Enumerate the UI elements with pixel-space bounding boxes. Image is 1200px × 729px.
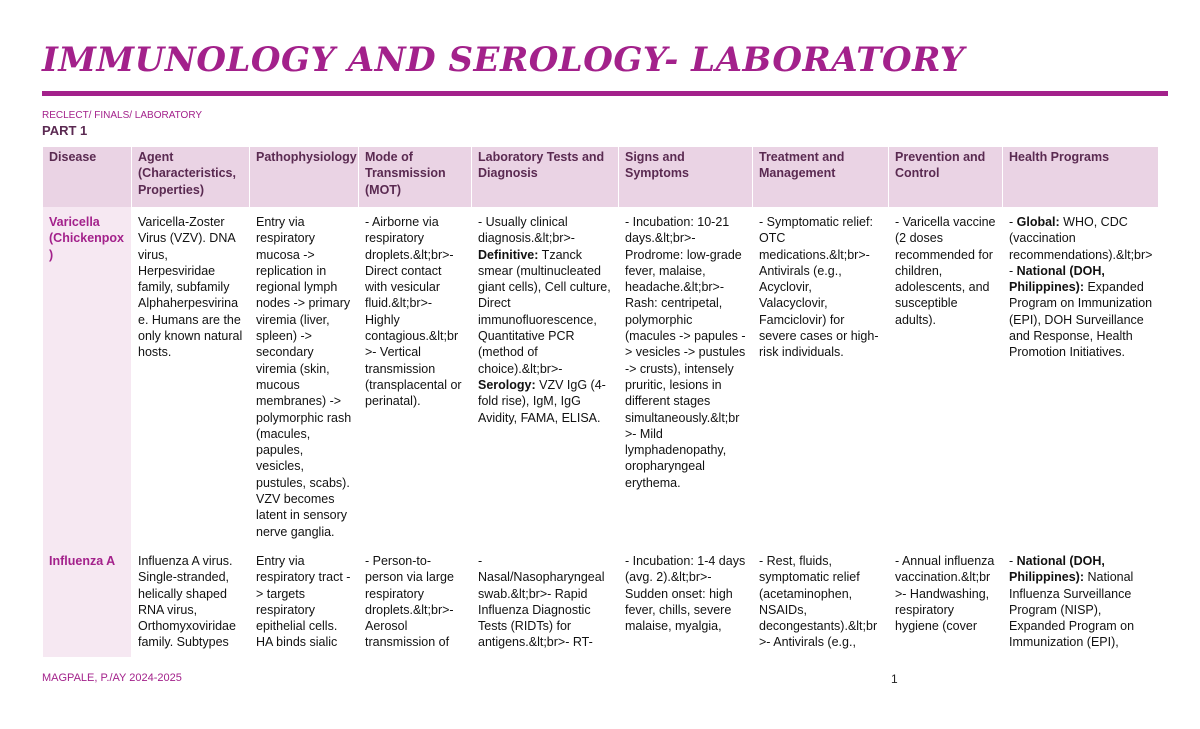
cell-prevention: - Annual influenza vaccination.&lt;br>- Handwashing, respiratory hygiene (cover <box>889 546 1003 657</box>
cell-pathophysiology: Entry via respiratory tract -> targets respiratory epithelial cells. HA binds sialic <box>250 546 359 657</box>
column-header-treatment: Treatment and Management <box>753 147 889 207</box>
cell-health-programs <box>1003 546 1159 657</box>
lab-label-serology: Serology: <box>478 377 536 392</box>
table-header-row <box>43 147 1159 207</box>
column-header-pathophysiology: Pathophysiology <box>250 147 359 207</box>
lab-text: - Usually clinical diagnosis.&lt;br>- <box>478 215 575 246</box>
disease-table <box>42 147 1158 657</box>
cell-agent: Influenza A virus. Single-stranded, helically shaped RNA virus, Orthomyxoviridae family. Subtypes <box>132 546 250 657</box>
hp-label-global: Global: <box>1016 215 1060 229</box>
column-header-health-programs: Health Programs <box>1003 147 1159 207</box>
cell-health-programs <box>1003 207 1159 546</box>
cell-treatment: - Symptomatic relief: OTC medications.&lt;br>- Antivirals (e.g., Acyclovir, Valacyclovir, Famciclovir) for severe cases or high-risk individuals. <box>753 207 889 546</box>
hp-text: - <box>1009 215 1017 229</box>
cell-treatment: - Rest, fluids, symptomatic relief (acetaminophen, NSAIDs, decongestants).&lt;br>- Antivirals (e.g., <box>753 546 889 657</box>
lab-text: VZV IgG (4-fold rise), IgM, IgG Avidity, FAMA, ELISA. <box>478 377 606 425</box>
cell-agent: Varicella-Zoster Virus (VZV). DNA virus, Herpesviridae family, subfamily Alphaherpesvirinae. Humans are the only known natural hosts. <box>132 207 250 546</box>
hp-label-national: National (DOH, Philippines): <box>1009 263 1105 295</box>
column-header-agent: Agent (Characteristics, Properties) <box>132 147 250 207</box>
lab-label-definitive: Definitive: <box>478 247 539 262</box>
footer-author: MAGPALE, P./AY 2024-2025 <box>42 672 182 684</box>
page-number: 1 <box>891 672 898 686</box>
lab-text: Tzanck smear (multinucleated giant cells), Cell culture, Direct immunofluorescence, Quantitative PCR (method of choice).&lt;br>- <box>478 247 611 376</box>
cell-mot: - Person-to-person via large respiratory droplets.&lt;br>- Aerosol transmission of <box>359 546 472 657</box>
part-heading: PART 1 <box>42 123 88 138</box>
table-row <box>43 207 1159 546</box>
hp-text: Expanded Program on Immunization (EPI), DOH Surveillance and Response, Health Promotion Initiatives. <box>1009 280 1153 360</box>
cell-disease: Influenza A <box>43 546 132 657</box>
hp-text: - <box>1009 553 1017 568</box>
column-header-signs: Signs and Symptoms <box>619 147 753 207</box>
hp-label-national: National (DOH, Philippines): <box>1009 553 1105 585</box>
table-row <box>43 546 1159 657</box>
column-header-prevention: Prevention and Control <box>889 147 1003 207</box>
column-header-disease: Disease <box>43 147 132 207</box>
cell-prevention: - Varicella vaccine (2 doses recommended for children, adolescents, and susceptible adults). <box>889 207 1003 546</box>
hp-text: National Influenza Surveillance Program (NISP), Expanded Program on Immunization (EPI), <box>1009 570 1135 650</box>
column-header-lab-tests: Laboratory Tests and Diagnosis <box>472 147 619 207</box>
title-divider <box>42 91 1168 96</box>
cell-pathophysiology: Entry via respiratory mucosa -> replication in regional lymph nodes -> primary viremia (liver, spleen) -> secondary viremia (skin, mucous membranes) -> polymorphic rash (macules, papules, vesicles, pustules, scabs). VZV becomes latent in sensory nerve ganglia. <box>250 207 359 546</box>
column-header-mot: Mode of Transmission (MOT) <box>359 147 472 207</box>
cell-disease: Varicella (Chickenpox) <box>43 207 132 546</box>
cell-signs: - Incubation: 1-4 days (avg. 2).&lt;br>- Sudden onset: high fever, chills, severe malaise, myalgia, <box>619 546 753 657</box>
cell-lab-tests: - Nasal/Nasopharyngeal swab.&lt;br>- Rapid Influenza Diagnostic Tests (RIDTs) for antigens.&lt;br>- RT- <box>472 546 619 657</box>
cell-lab-tests <box>472 207 619 546</box>
cell-mot: - Airborne via respiratory droplets.&lt;br>- Direct contact with vesicular fluid.&lt;br>- Highly contagious.&lt;br>- Vertical transmission (transplacental or perinatal). <box>359 207 472 546</box>
breadcrumb: RECLECT/ FINALS/ LABORATORY <box>42 110 203 121</box>
hp-text: WHO, CDC (vaccination recommendations).&lt;br>- <box>1009 215 1153 278</box>
document-title: IMMUNOLOGY AND SEROLOGY- LABORATORY <box>42 40 965 80</box>
cell-signs: - Incubation: 10-21 days.&lt;br>- Prodrome: low-grade fever, malaise, headache.&lt;br>- Rash: centripetal, polymorphic (macules -> papules -> vesicles -> pustules -> crusts), intensely pruritic, lesions in different stages simultaneously.&lt;br>- Mild lymphadenopathy, oropharyngeal erythema. <box>619 207 753 546</box>
